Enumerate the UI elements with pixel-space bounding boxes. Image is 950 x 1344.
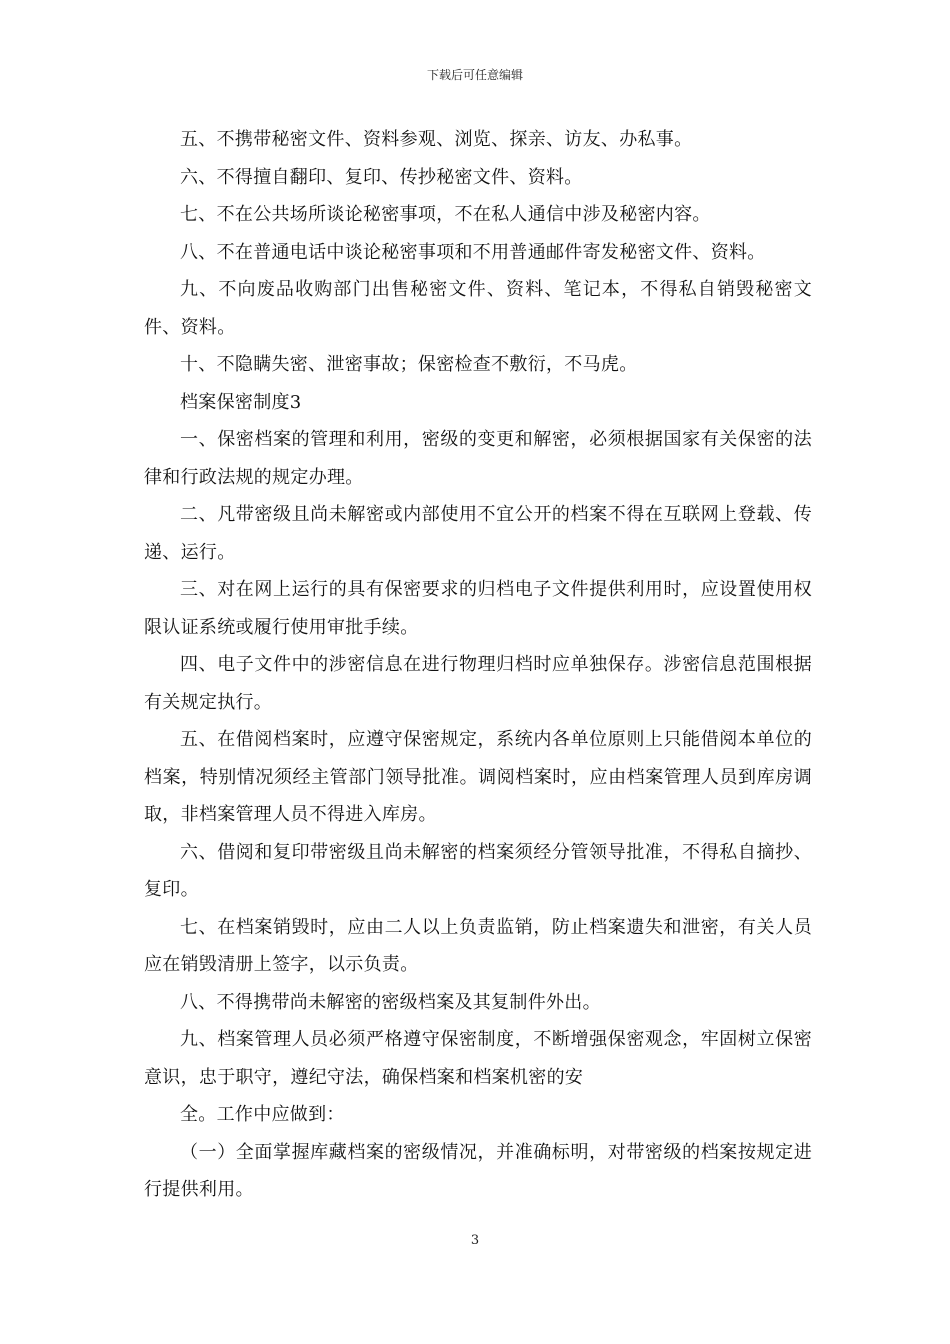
archive-clause-4: 四、电子文件中的涉密信息在进行物理归档时应单独保存。涉密信息范围根据有关规定执行。 bbox=[144, 654, 812, 713]
clause-8: 八、不在普通电话中谈论秘密事项和不用普通邮件寄发秘密文件、资料。 bbox=[180, 241, 766, 263]
archive-clause-6: 六、借阅和复印带密级且尚未解密的档案须经分管领导批准，不得私自摘抄、复印。 bbox=[144, 841, 812, 900]
page-number: 3 bbox=[470, 1233, 480, 1248]
clause-10: 十、不隐瞒失密、泄密事故；保密检查不敷衍，不马虎。 bbox=[180, 354, 638, 375]
document-body bbox=[144, 121, 812, 1209]
archive-clause-7: 七、在档案销毁时，应由二人以上负责监销，防止档案遗失和泄密，有关人员应在销毁清册上签字，以示负责。 bbox=[144, 916, 812, 975]
archive-clause-1: 一、保密档案的管理和利用，密级的变更和解密，必须根据国家有关保密的法律和行政法规的规定办理。 bbox=[144, 429, 812, 488]
clause-6: 六、不得擅自翻印、复印、传抄秘密文件、资料。 bbox=[180, 166, 583, 188]
archive-clause-9-continued: 全。工作中应做到： bbox=[180, 1104, 345, 1125]
archive-clause-8: 八、不得携带尚未解密的密级档案及其复制件外出。 bbox=[180, 991, 601, 1013]
clause-9: 九、不向废品收购部门出售秘密文件、资料、笔记本，不得私自销毁秘密文件、资料。 bbox=[144, 279, 812, 338]
sub-item-1: （一）全面掌握库藏档案的密级情况，并准确标明，对带密级的档案按规定进行提供利用。 bbox=[144, 1141, 812, 1200]
clause-5: 五、不携带秘密文件、资料参观、浏览、探亲、访友、办私事。 bbox=[180, 129, 693, 150]
archive-clause-2: 二、凡带密级且尚未解密或内部使用不宜公开的档案不得在互联网上登载、传递、运行。 bbox=[144, 504, 812, 563]
page-header: 下载后可任意编辑 bbox=[426, 68, 523, 82]
section-heading: 档案保密制度3 bbox=[180, 391, 302, 413]
clause-7: 七、不在公共场所谈论秘密事项，不在私人通信中涉及秘密内容。 bbox=[180, 204, 711, 225]
archive-clause-3: 三、对在网上运行的具有保密要求的归档电子文件提供利用时，应设置使用权限认证系统或履行使用审批手续。 bbox=[144, 579, 812, 638]
archive-clause-5: 五、在借阅档案时，应遵守保密规定，系统内各单位原则上只能借阅本单位的档案，特别情况须经主管部门领导批准。调阅档案时，应由档案管理人员到库房调取，非档案管理人员不得进入库房。 bbox=[144, 729, 812, 825]
archive-clause-9: 九、档案管理人员必须严格遵守保密制度，不断增强保密观念，牢固树立保密意识，忠于职守，遵纪守法，确保档案和档案机密的安 bbox=[144, 1029, 812, 1088]
